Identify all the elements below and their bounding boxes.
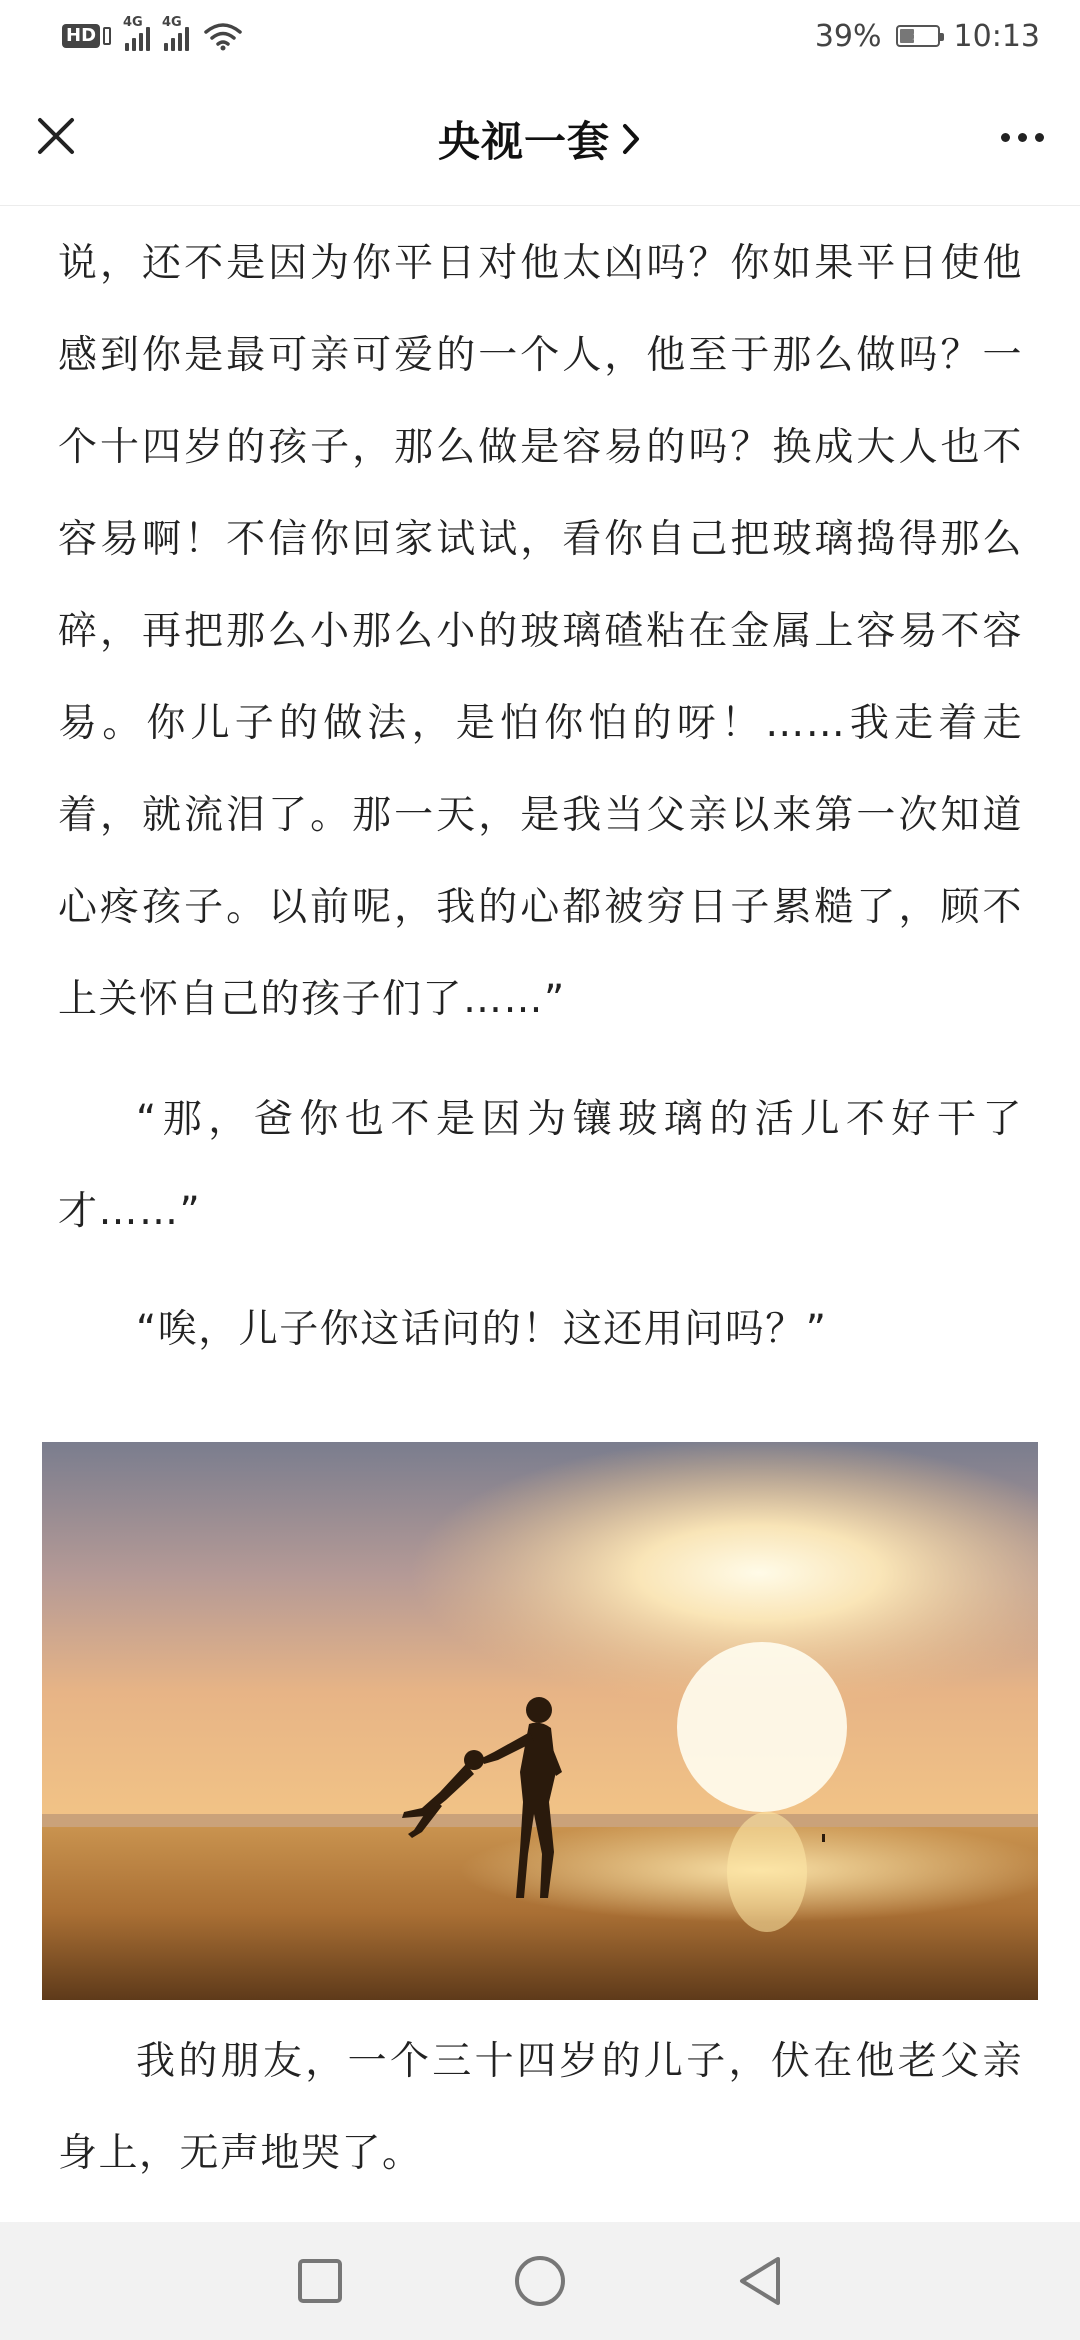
close-icon — [36, 116, 76, 156]
account-title-link[interactable] — [438, 109, 642, 169]
article-caption-wrap — [58, 2016, 1023, 2200]
signal-type-label: 4G — [162, 15, 182, 30]
hd-label: HD — [62, 24, 100, 48]
signal-icon — [123, 15, 150, 51]
article-paragraph: “唉，儿子你这话问的！这还用问吗？” — [136, 1307, 828, 1352]
wifi-icon — [203, 21, 243, 51]
signal-bar — [185, 27, 189, 51]
signal-bar — [171, 38, 175, 51]
signal-bar — [164, 43, 168, 51]
article-body — [58, 218, 1023, 1376]
signal-bar — [178, 33, 182, 51]
hd-b-icon — [103, 27, 111, 45]
signal-type-label: 4G — [123, 15, 143, 30]
page-title: 央视一套 — [437, 116, 610, 166]
battery-nub — [940, 33, 944, 41]
home-button[interactable] — [510, 2251, 570, 2311]
recent-apps-button[interactable] — [290, 2251, 350, 2311]
chevron-right-icon — [620, 122, 642, 156]
hd-icon — [62, 24, 111, 48]
charging-icon: ⚡ — [911, 28, 922, 44]
status-right — [815, 19, 1040, 54]
circle-icon — [513, 2254, 567, 2308]
article-paragraph: 我的朋友，一个三十四岁的儿子，伏在他老父亲身上，无声地哭了。 — [58, 2039, 1023, 2176]
square-icon — [297, 2258, 343, 2304]
status-left — [62, 15, 243, 51]
close-button[interactable] — [28, 108, 84, 164]
signal-bar — [146, 27, 150, 51]
triangle-back-icon — [736, 2255, 784, 2307]
status-bar — [0, 0, 1080, 72]
signal-bar — [139, 33, 143, 51]
battery-percent: 39% — [814, 18, 882, 54]
article-paragraph: 说，还不是因为你平日对他太凶吗？你如果平日使他感到你是最可亲可爱的一个人，他至于那么做吗？一个十四岁的孩子，那么做是容易的吗？换成大人也不容易啊！不信你回家试试，看你自己把玻璃捣得那么碎，再把那么小那么小的玻璃碴粘在金属上容易不容易。你儿子的做法，是怕你怕的呀！……我走着走着，就流泪了。那一天，是我当父亲以来第一次知道心疼孩子。以前呢，我的心都被穷日子累糙了，顾不上关怀自己的孩子们了……” — [58, 241, 1023, 1022]
signal-icon — [162, 15, 189, 51]
back-button[interactable] — [730, 2251, 790, 2311]
signal-bar — [132, 38, 136, 51]
signal-bar — [125, 43, 129, 51]
more-icon — [1001, 133, 1010, 142]
clock: 10:13 — [953, 18, 1040, 54]
battery-icon — [896, 25, 940, 47]
more-button[interactable] — [992, 112, 1052, 162]
navigation-bar — [0, 2222, 1080, 2340]
title-bar — [0, 72, 1080, 206]
more-icon — [1018, 133, 1027, 142]
sunset-beach-photo — [42, 1442, 1038, 2000]
article-photo[interactable] — [42, 1442, 1038, 2000]
article-paragraph: “那，爸你也不是因为镶玻璃的活儿不好干了才……” — [58, 1097, 1023, 1234]
more-icon — [1035, 133, 1044, 142]
